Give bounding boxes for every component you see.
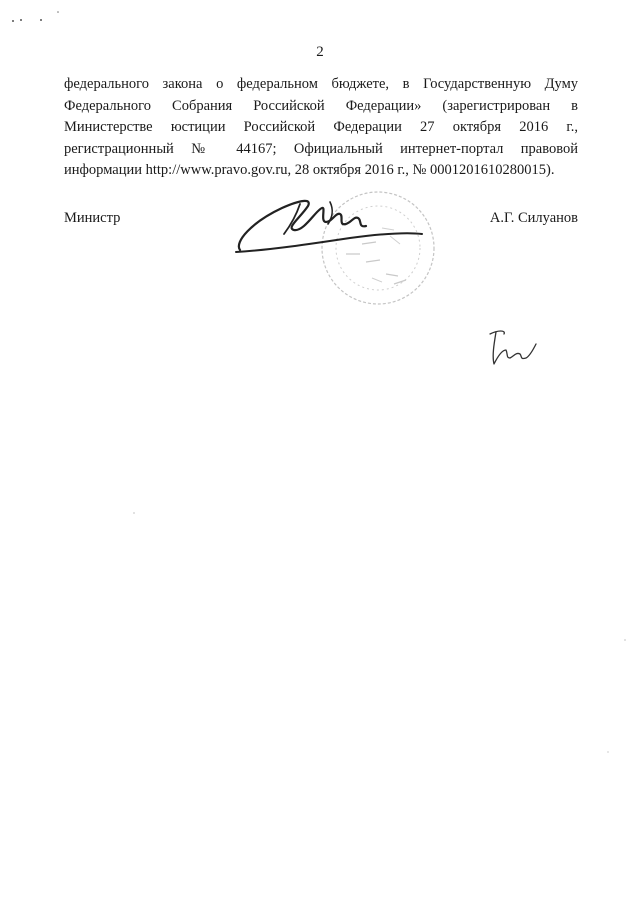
- signatory-title: Министр: [64, 210, 121, 226]
- handwritten-initials: [484, 326, 544, 370]
- body-text: [64, 74, 578, 182]
- signatory-name: А.Г. Силуанов: [489, 210, 578, 226]
- handwritten-signature: [230, 188, 430, 268]
- body-line: федерального закона о федеральном бюджете, в Государственную Думу: [64, 76, 578, 92]
- body-line: Федерального Собрания Российской Федерации» (зарегистрирован в: [64, 97, 578, 114]
- body-line: регистрационный № 44167; Официальный интернет-портал правовой: [64, 140, 578, 157]
- body-line: Министерстве юстиции Российской Федерации 27 октября 2016 г.,: [64, 119, 578, 135]
- page-number: 2: [316, 44, 324, 60]
- body-line: информации http://www.pravo.gov.ru, 28 октября 2016 г., № 0001201610280015).: [64, 162, 555, 178]
